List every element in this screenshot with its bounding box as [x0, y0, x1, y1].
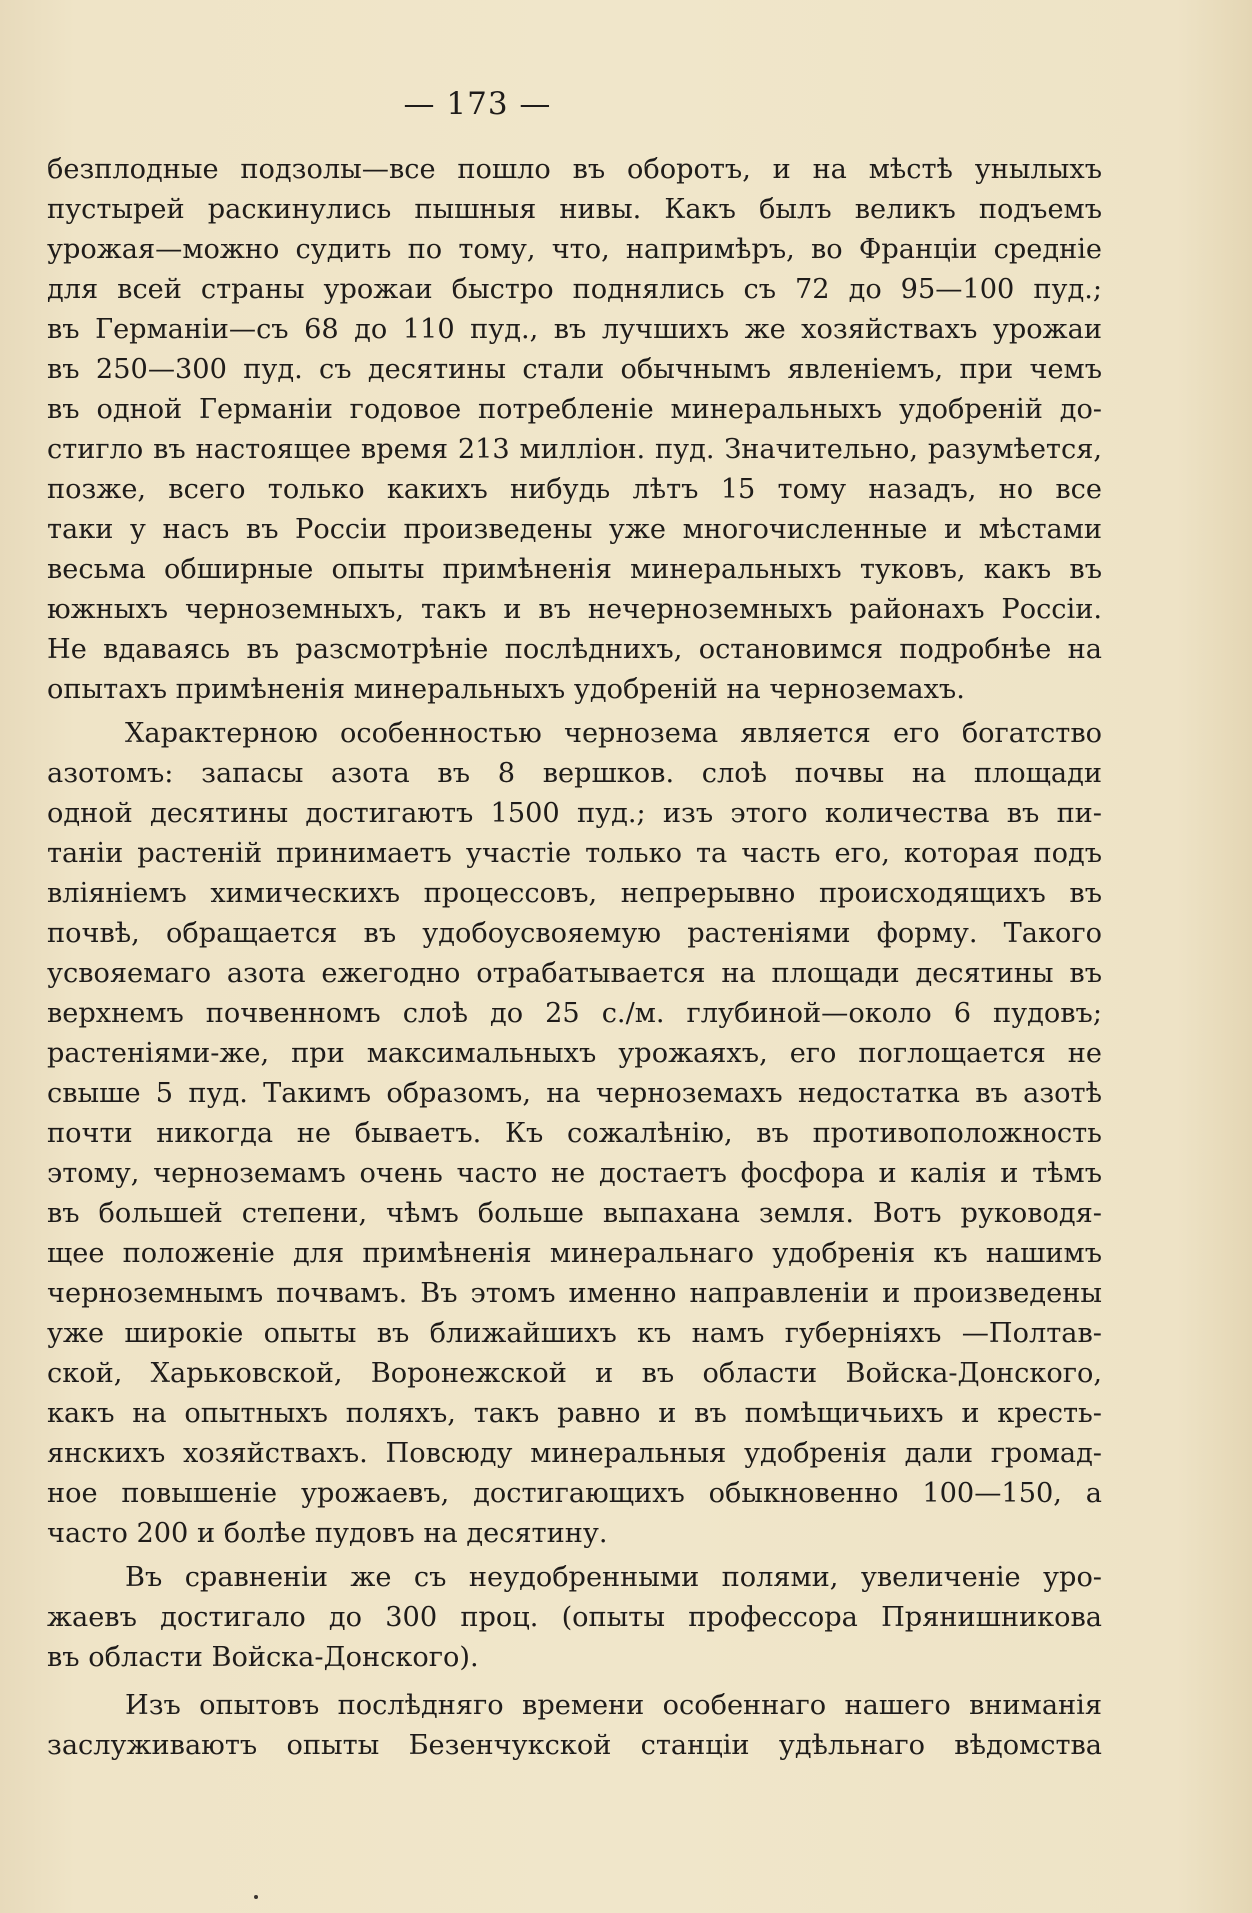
text-line: почвѣ, обращается въ удобоусвояемую растеніями форму. Такого	[47, 918, 1102, 949]
paragraph-2	[47, 714, 1102, 1554]
text-line: уже широкіе опыты въ ближайшихъ къ намъ губерніяхъ —Полтав-	[47, 1318, 1102, 1349]
text-line: растеніями-же, при максимальныхъ урожаяхъ, его поглощается не	[47, 1038, 1102, 1069]
text-line: таки у насъ въ Россіи произведены уже многочисленные и мѣстами	[47, 514, 1102, 545]
text-line: часто 200 и болѣе пудовъ на десятину.	[47, 1518, 608, 1549]
paragraph-1	[47, 150, 1102, 710]
text-line: южныхъ черноземныхъ, такъ и въ нечерноземныхъ районахъ Россіи.	[47, 594, 1102, 625]
text-line: пустырей раскинулись пышныя нивы. Какъ былъ великъ подъемъ	[47, 194, 1102, 225]
text-line: таніи растеній принимаетъ участіе только та часть его, которая подъ	[47, 838, 1102, 869]
text-line: въ одной Германіи годовое потребленіе минеральныхъ удобреній до-	[47, 394, 1102, 425]
text-line: для всей страны урожаи быстро поднялись съ 72 до 95—100 пуд.;	[47, 274, 1102, 305]
text-line: янскихъ хозяйствахъ. Повсюду минеральныя удобренія дали громад-	[47, 1438, 1102, 1469]
text-line: черноземнымъ почвамъ. Въ этомъ именно направленіи и произведены	[47, 1278, 1102, 1309]
paragraph-3	[47, 1558, 1102, 1678]
text-line: стигло въ настоящее время 213 милліон. пуд. Значительно, разумѣется,	[47, 434, 1102, 465]
text-line: въ области Войска-Донского).	[47, 1642, 479, 1673]
text-line: щее положеніе для примѣненія минеральнаго удобренія къ нашимъ	[47, 1238, 1102, 1269]
text-line: Изъ опытовъ послѣдняго времени особеннаго нашего вниманія	[125, 1690, 1102, 1721]
page-number: — 173 —	[403, 86, 552, 122]
text-line: въ Германіи—съ 68 до 110 пуд., въ лучшихъ же хозяйствахъ урожаи	[47, 314, 1102, 345]
text-line: ное повышеніе урожаевъ, достигающихъ обыкновенно 100—150, а	[47, 1478, 1102, 1509]
text-line: ской, Харьковской, Воронежской и въ области Войска-Донского,	[47, 1358, 1102, 1389]
text-line: этому, черноземамъ очень часто не достаетъ фосфора и калія и тѣмъ	[47, 1158, 1102, 1189]
text-line: безплодные подзолы—все пошло въ оборотъ, и на мѣстѣ унылыхъ	[47, 154, 1102, 185]
text-line: какъ на опытныхъ поляхъ, такъ равно и въ помѣщичьихъ и кресть-	[47, 1398, 1102, 1429]
ink-speck	[254, 1895, 258, 1899]
text-line: почти никогда не бываетъ. Къ сожалѣнію, въ противоположность	[47, 1118, 1102, 1149]
text-line: вліяніемъ химическихъ процессовъ, непрерывно происходящихъ въ	[47, 878, 1102, 909]
text-line: усвояемаго азота ежегодно отрабатывается на площади десятины въ	[47, 958, 1102, 989]
text-line: весьма обширные опыты примѣненія минеральныхъ туковъ, какъ въ	[47, 554, 1102, 585]
text-line: жаевъ достигало до 300 проц. (опыты профессора Прянишникова	[47, 1602, 1102, 1633]
text-line: заслуживаютъ опыты Безенчукской станціи удѣльнаго вѣдомства	[47, 1730, 1102, 1761]
text-line: Не вдаваясь въ разсмотрѣніе послѣднихъ, остановимся подробнѣе на	[47, 634, 1102, 665]
text-line: Въ сравненіи же съ неудобренными полями, увеличеніе уро-	[125, 1562, 1102, 1593]
body-text	[47, 150, 1102, 1766]
text-line: азотомъ: запасы азота въ 8 вершков. слоѣ почвы на площади	[47, 758, 1102, 789]
text-line: одной десятины достигаютъ 1500 пуд.; изъ этого количества въ пи-	[47, 798, 1102, 829]
text-line: свыше 5 пуд. Такимъ образомъ, на черноземахъ недостатка въ азотѣ	[47, 1078, 1102, 1109]
text-line: въ 250—300 пуд. съ десятины стали обычнымъ явленіемъ, при чемъ	[47, 354, 1102, 385]
text-line: Характерною особенностью чернозема является его богатство	[125, 718, 1102, 749]
text-line: въ большей степени, чѣмъ больше выпахана земля. Вотъ руководя-	[47, 1198, 1102, 1229]
text-line: опытахъ примѣненія минеральныхъ удобреній на черноземахъ.	[47, 674, 965, 705]
text-line: урожая—можно судить по тому, что, напримѣръ, во Франціи средніе	[47, 234, 1102, 265]
text-line: верхнемъ почвенномъ слоѣ до 25 с./м. глубиной—около 6 пудовъ;	[47, 998, 1102, 1029]
text-line: позже, всего только какихъ нибудь лѣтъ 15 тому назадъ, но все	[47, 474, 1102, 505]
paragraph-4	[47, 1686, 1102, 1766]
